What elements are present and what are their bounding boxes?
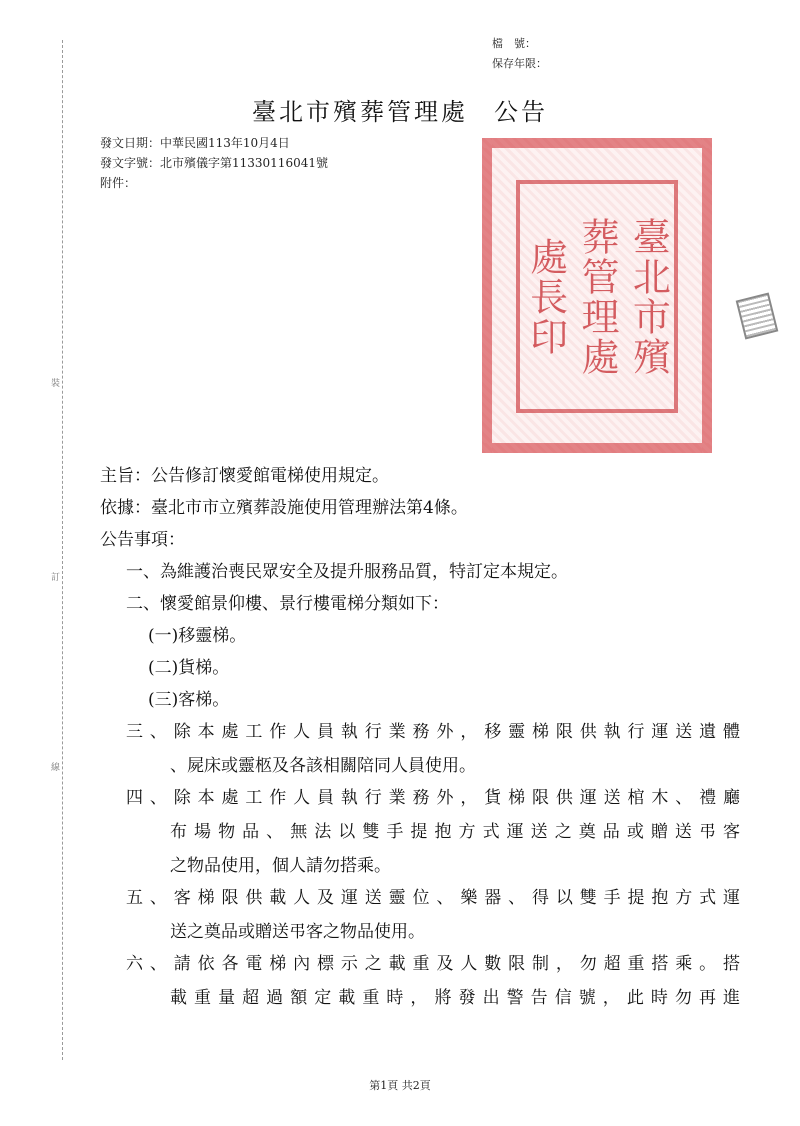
item-2-sub: (三)客梯。 [148,690,230,710]
item-6-line: 六、請依各電梯內標示之載重及人數限制，勿超重搭乘。搭 [126,954,740,974]
issuing-agency: 臺北市殯葬管理處 [252,98,468,126]
binding-mark: 線 [51,763,61,773]
document-type: 公告 [494,98,548,126]
item-4 [100,782,740,816]
seal-column: 臺北市殯 [626,216,671,377]
binding-line [62,40,63,1060]
item-4-line: 之物品使用，個人請勿搭乘。 [170,856,391,876]
item-4-line: 布場物品、無法以雙手提抱方式運送之奠品或贈送弔客 [170,822,740,842]
seal-column: 葬管理處 [574,216,619,377]
subject: 主旨：公告修訂懷愛館電梯使用規定。 [100,466,389,486]
attachment: 附件： [100,176,137,190]
seal-border [516,180,678,413]
item-2: 二、懷愛館景仰樓、景行樓電梯分類如下： [126,594,449,614]
item-5 [100,882,740,916]
item-2-sub: (二)貨梯。 [148,658,230,678]
official-seal [482,138,712,453]
binding-mark: 訂 [51,573,61,583]
item-1: 一、為維護治喪民眾安全及提升服務品質，特訂定本規定。 [126,562,568,582]
items-heading: 公告事項： [100,530,185,550]
document-meta [100,133,328,193]
page-title [0,92,800,127]
page-number: 第1頁 共2頁 [369,1079,431,1092]
item-5-line: 五、客梯限供載人及運送靈位、樂器、得以雙手提抱方式運 [126,888,740,908]
reference-number: 發文字號：北市殯儀字第11330116041號 [100,156,328,170]
announcement-body [100,460,740,1016]
item-2-sub: (一)移靈梯。 [148,626,247,646]
binding-mark: 裝 [51,379,61,389]
item-3-line: 、屍床或靈柩及各該相關陪同人員使用。 [170,756,476,776]
item-3 [100,716,740,750]
file-number: 檔 號： [492,37,536,50]
item-3-line: 三、除本處工作人員執行業務外，移靈梯限供執行運送遺體 [126,722,740,742]
item-4-line: 四、除本處工作人員執行業務外，貨梯限供運送棺木、禮廳 [126,788,740,808]
received-stamp [736,292,779,339]
issue-date: 發文日期：中華民國113年10月4日 [100,136,290,150]
seal-column: 處長印 [523,236,568,357]
file-meta [492,34,547,74]
item-4-wrap [100,816,740,850]
item-6-line: 載重量超過額定載重時，將發出警告信號，此時勿再進 [170,988,740,1008]
item-6 [100,948,740,982]
legal-basis: 依據：臺北市市立殯葬設施使用管理辦法第4條。 [100,498,468,518]
retention-period: 保存年限： [492,57,547,70]
item-5-line: 送之奠品或贈送弔客之物品使用。 [170,922,425,942]
item-6-wrap [100,982,740,1016]
